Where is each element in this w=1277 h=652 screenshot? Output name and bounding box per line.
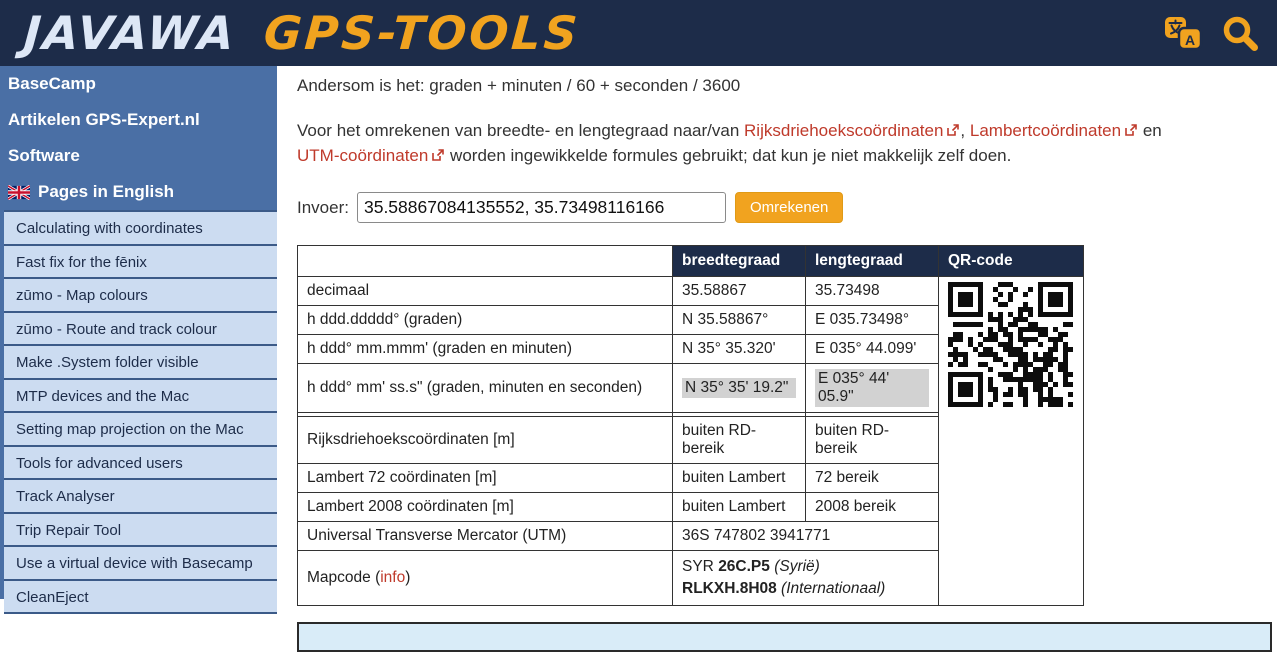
rijksdriehoek-link[interactable]: Rijksdriehoekscoördinaten bbox=[744, 121, 944, 140]
sidebar-item-artikelen-gps-expert[interactable] bbox=[0, 102, 277, 138]
row-label: decimaal bbox=[298, 277, 673, 306]
lambert-link[interactable]: Lambertcoördinaten bbox=[969, 121, 1122, 140]
main-content bbox=[277, 66, 1277, 599]
lon-cell: E 035.73498° bbox=[806, 306, 939, 335]
row-label: h ddd° mm.mmm' (graden en minuten) bbox=[298, 335, 673, 364]
omrekenen-button[interactable]: Omrekenen bbox=[735, 192, 843, 223]
lat-cell: buiten Lambert bbox=[673, 464, 806, 493]
sidebar-item-label: Software bbox=[8, 146, 80, 165]
lon-cell: buiten RD-bereik bbox=[806, 417, 939, 464]
sidebar-item-english[interactable]: Fast fix for the fēnix bbox=[4, 246, 277, 280]
lat-cell: buiten Lambert bbox=[673, 493, 806, 522]
row-label: Lambert 2008 coördinaten [m] bbox=[298, 493, 673, 522]
lon-cell: 2008 bereik bbox=[806, 493, 939, 522]
sidebar-english-list bbox=[4, 210, 277, 614]
search-icon[interactable] bbox=[1221, 14, 1259, 52]
sidebar-item-english[interactable]: Make .System folder visible bbox=[4, 346, 277, 380]
mapcode-value-cell bbox=[673, 551, 939, 606]
logo-javawa: JAVAWA bbox=[22, 6, 238, 60]
sidebar-item-software[interactable] bbox=[0, 138, 277, 174]
sidebar-item-english[interactable]: MTP devices and the Mac bbox=[4, 380, 277, 414]
row-label: Mapcode (info) bbox=[298, 551, 673, 606]
bottom-panel bbox=[297, 622, 1272, 652]
external-link-icon bbox=[432, 146, 444, 165]
coordinate-input[interactable] bbox=[357, 192, 726, 223]
external-link-icon bbox=[947, 121, 959, 140]
utm-value-cell: 36S 747802 3941771 bbox=[673, 522, 939, 551]
table-header-lengtegraad: lengtegraad bbox=[806, 246, 939, 277]
qr-code bbox=[939, 277, 1084, 606]
sidebar-item-label: Artikelen GPS-Expert.nl bbox=[8, 110, 200, 129]
sidebar-item-english[interactable]: Tools for advanced users bbox=[4, 447, 277, 481]
lat-cell: 35.58867 bbox=[673, 277, 806, 306]
row-label: h ddd° mm' ss.s" (graden, minuten en seconden) bbox=[298, 364, 673, 413]
sidebar-item-english[interactable]: Track Analyser bbox=[4, 480, 277, 514]
row-label: Universal Transverse Mercator (UTM) bbox=[298, 522, 673, 551]
lat-cell: N 35.58867° bbox=[673, 306, 806, 335]
lon-cell: E 035° 44.099' bbox=[806, 335, 939, 364]
external-link-icon bbox=[1125, 121, 1137, 140]
sidebar-item-basecamp[interactable] bbox=[0, 66, 277, 102]
sidebar-item-pages-in-english[interactable] bbox=[0, 174, 277, 210]
svg-text:A: A bbox=[1184, 32, 1196, 48]
mapcode-international: RLKXH.8H08 (Internationaal) bbox=[682, 580, 886, 597]
lat-cell: buiten RD-bereik bbox=[673, 417, 806, 464]
sidebar-item-english[interactable]: CleanEject bbox=[4, 581, 277, 615]
uk-flag-icon bbox=[8, 185, 30, 200]
table-header-empty bbox=[298, 246, 673, 277]
sidebar-item-label: BaseCamp bbox=[8, 74, 96, 93]
row-label: Rijksdriehoekscoördinaten [m] bbox=[298, 417, 673, 464]
lon-cell: 35.73498 bbox=[806, 277, 939, 306]
sidebar-item-english[interactable]: Use a virtual device with Basecamp bbox=[4, 547, 277, 581]
input-row bbox=[297, 192, 1277, 223]
table-header-row bbox=[298, 246, 1084, 277]
table-header-qr: QR-code bbox=[939, 246, 1084, 277]
logo-gps-tools: GPS-TOOLS bbox=[261, 6, 582, 60]
mapcode-info-link[interactable]: info bbox=[380, 569, 406, 586]
highlighted-value: N 35° 35' 19.2" bbox=[682, 378, 796, 398]
highlighted-value: E 035° 44' 05.9" bbox=[815, 369, 929, 407]
intro-paragraph: Voor het omrekenen van breedte- en lengtegraad naar/van Rijksdriehoekscoördinaten , Lambertcoördinaten en UTM-coördinaten worden ingewikkelde formules gebruikt; dat kun je niet makkelijk zelf doen. bbox=[297, 121, 1162, 165]
table-row bbox=[298, 277, 1084, 306]
sidebar-item-english[interactable]: Trip Repair Tool bbox=[4, 514, 277, 548]
sidebar-item-english[interactable]: zūmo - Map colours bbox=[4, 279, 277, 313]
utm-link[interactable]: UTM-coördinaten bbox=[297, 146, 429, 165]
results-table bbox=[297, 245, 1084, 606]
lon-cell: 72 bereik bbox=[806, 464, 939, 493]
row-label: Lambert 72 coördinaten [m] bbox=[298, 464, 673, 493]
translate-icon[interactable] bbox=[1163, 15, 1203, 51]
row-label: h ddd.ddddd° (graden) bbox=[298, 306, 673, 335]
sidebar-item-english[interactable]: Setting map projection on the Mac bbox=[4, 413, 277, 447]
lat-cell: N 35° 35.320' bbox=[673, 335, 806, 364]
sidebar-item-english[interactable]: Calculating with coordinates bbox=[4, 212, 277, 246]
sidebar-item-label: Pages in English bbox=[38, 182, 175, 201]
lon-cell bbox=[806, 364, 939, 413]
sidebar bbox=[0, 66, 277, 606]
mapcode-national: SYR 26C.P5 (Syrië) bbox=[682, 558, 820, 575]
formula-text: Andersom is het: graden + minuten / 60 + seconden / 3600 bbox=[297, 76, 741, 95]
paragraph-text: Voor het omrekenen van breedte- en lengtegraad naar/van bbox=[297, 121, 745, 140]
lat-cell bbox=[673, 364, 806, 413]
table-header-breedtegraad: breedtegraad bbox=[673, 246, 806, 277]
app-header bbox=[0, 0, 1277, 66]
invoer-label: Invoer: bbox=[297, 197, 349, 217]
sidebar-item-english[interactable]: zūmo - Route and track colour bbox=[4, 313, 277, 347]
